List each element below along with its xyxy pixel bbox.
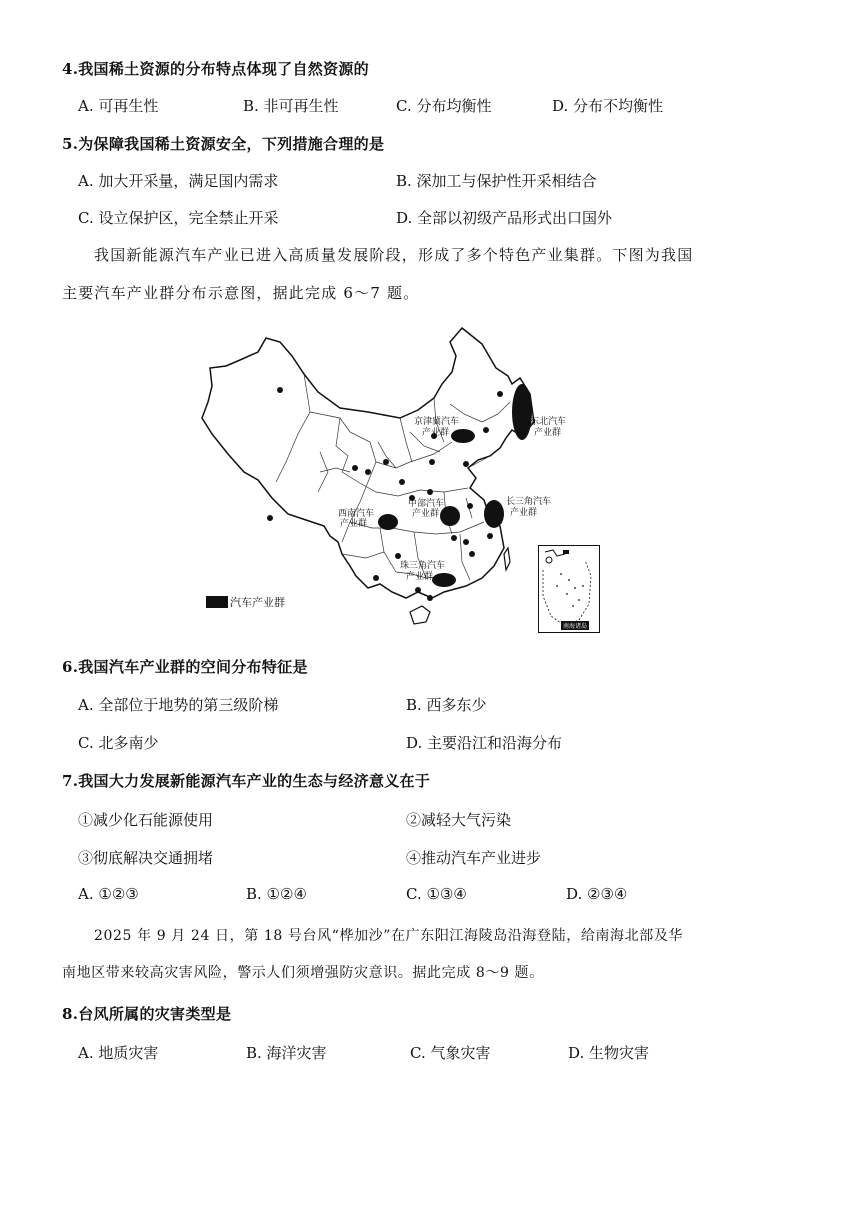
intro-paragraph-2-line-2: 南地区带来较高灾害风险，警示人们须增强防灾意识。据此完成 8～9 题。 xyxy=(62,965,544,981)
label-changsanjiao-2: 产业群 xyxy=(510,508,538,518)
question-7-item-1: ①减少化石能源使用 xyxy=(78,811,214,829)
label-dongbei-1: 东北汽车 xyxy=(530,417,567,427)
intro-paragraph-1-line-1: 我国新能源汽车产业已进入高质量发展阶段，形成了多个特色产业集群。下图为我国 xyxy=(94,246,694,264)
question-8-option-c: C. 气象灾害 xyxy=(410,1044,491,1062)
question-4-option-c: C. 分布均衡性 xyxy=(396,97,492,115)
question-5-stem: 5.为保障我国稀土资源安全，下列措施合理的是 xyxy=(62,135,385,153)
question-4-option-b: B. 非可再生性 xyxy=(243,97,339,115)
question-5-option-a: A. 加大开采量，满足国内需求 xyxy=(78,172,279,190)
label-xinan-2: 产业群 xyxy=(340,519,368,529)
question-6-option-c: C. 北多南少 xyxy=(78,734,159,752)
label-zhongbu-1: 中部汽车 xyxy=(408,499,445,509)
map-legend xyxy=(206,594,285,610)
label-dongbei-2: 产业群 xyxy=(534,428,562,438)
question-7-stem: 7.我国大力发展新能源汽车产业的生态与经济意义在于 xyxy=(62,772,431,790)
question-4-stem: 4.我国稀土资源的分布特点体现了自然资源的 xyxy=(62,60,369,78)
intro-paragraph-2-line-1: 2025 年 9 月 24 日，第 18 号台风“桦加沙”在广东阳江海陵岛沿海登陆，给南海北部及华 xyxy=(94,928,684,944)
legend-swatch xyxy=(206,596,228,608)
question-7-option-d: D. ②③④ xyxy=(566,885,628,903)
label-jingjinji-2: 产业群 xyxy=(422,428,450,438)
legend-label: 汽车产业群 xyxy=(230,596,285,609)
inset-map-icon xyxy=(539,546,598,631)
inset-caption: 南海诸岛 xyxy=(563,623,588,630)
question-5-option-c: C. 设立保护区，完全禁止开采 xyxy=(78,209,279,227)
label-zhongbu-2: 产业群 xyxy=(412,509,440,519)
question-6-option-b: B. 西多东少 xyxy=(406,696,487,714)
question-8-option-b: B. 海洋灾害 xyxy=(246,1044,327,1062)
label-zhusanjiao-1: 珠三角汽车 xyxy=(400,561,446,571)
question-6-option-d: D. 主要沿江和沿海分布 xyxy=(406,734,563,752)
question-7-item-3: ③彻底解决交通拥堵 xyxy=(78,849,214,867)
question-7-item-4: ④推动汽车产业进步 xyxy=(406,849,542,867)
question-7-option-a: A. ①②③ xyxy=(78,885,139,903)
label-zhusanjiao-2: 产业群 xyxy=(406,572,434,582)
question-8-option-a: A. 地质灾害 xyxy=(78,1044,159,1062)
question-7-option-b: B. ①②④ xyxy=(246,885,307,903)
label-xinan-1: 西南汽车 xyxy=(338,509,375,519)
question-7-item-2: ②减轻大气污染 xyxy=(406,811,512,829)
question-5-option-b: B. 深加工与保护性开采相结合 xyxy=(396,172,597,190)
question-8-option-d: D. 生物灾害 xyxy=(568,1044,650,1062)
south-china-sea-inset xyxy=(538,545,600,633)
question-7-option-c: C. ①③④ xyxy=(406,885,467,903)
intro-paragraph-1-line-2: 主要汽车产业群分布示意图，据此完成 6～7 题。 xyxy=(62,284,420,302)
label-jingjinji-1: 京津冀汽车 xyxy=(414,417,460,427)
question-6-stem: 6.我国汽车产业群的空间分布特征是 xyxy=(62,658,308,676)
question-6-option-a: A. 全部位于地势的第三级阶梯 xyxy=(78,696,279,714)
label-changsanjiao-1: 长三角汽车 xyxy=(506,497,552,507)
question-8-stem: 8.台风所属的灾害类型是 xyxy=(62,1005,232,1023)
question-5-option-d: D. 全部以初级产品形式出口国外 xyxy=(396,209,613,227)
question-4-option-d: D. 分布不均衡性 xyxy=(552,97,664,115)
question-4-option-a: A. 可再生性 xyxy=(78,97,159,115)
